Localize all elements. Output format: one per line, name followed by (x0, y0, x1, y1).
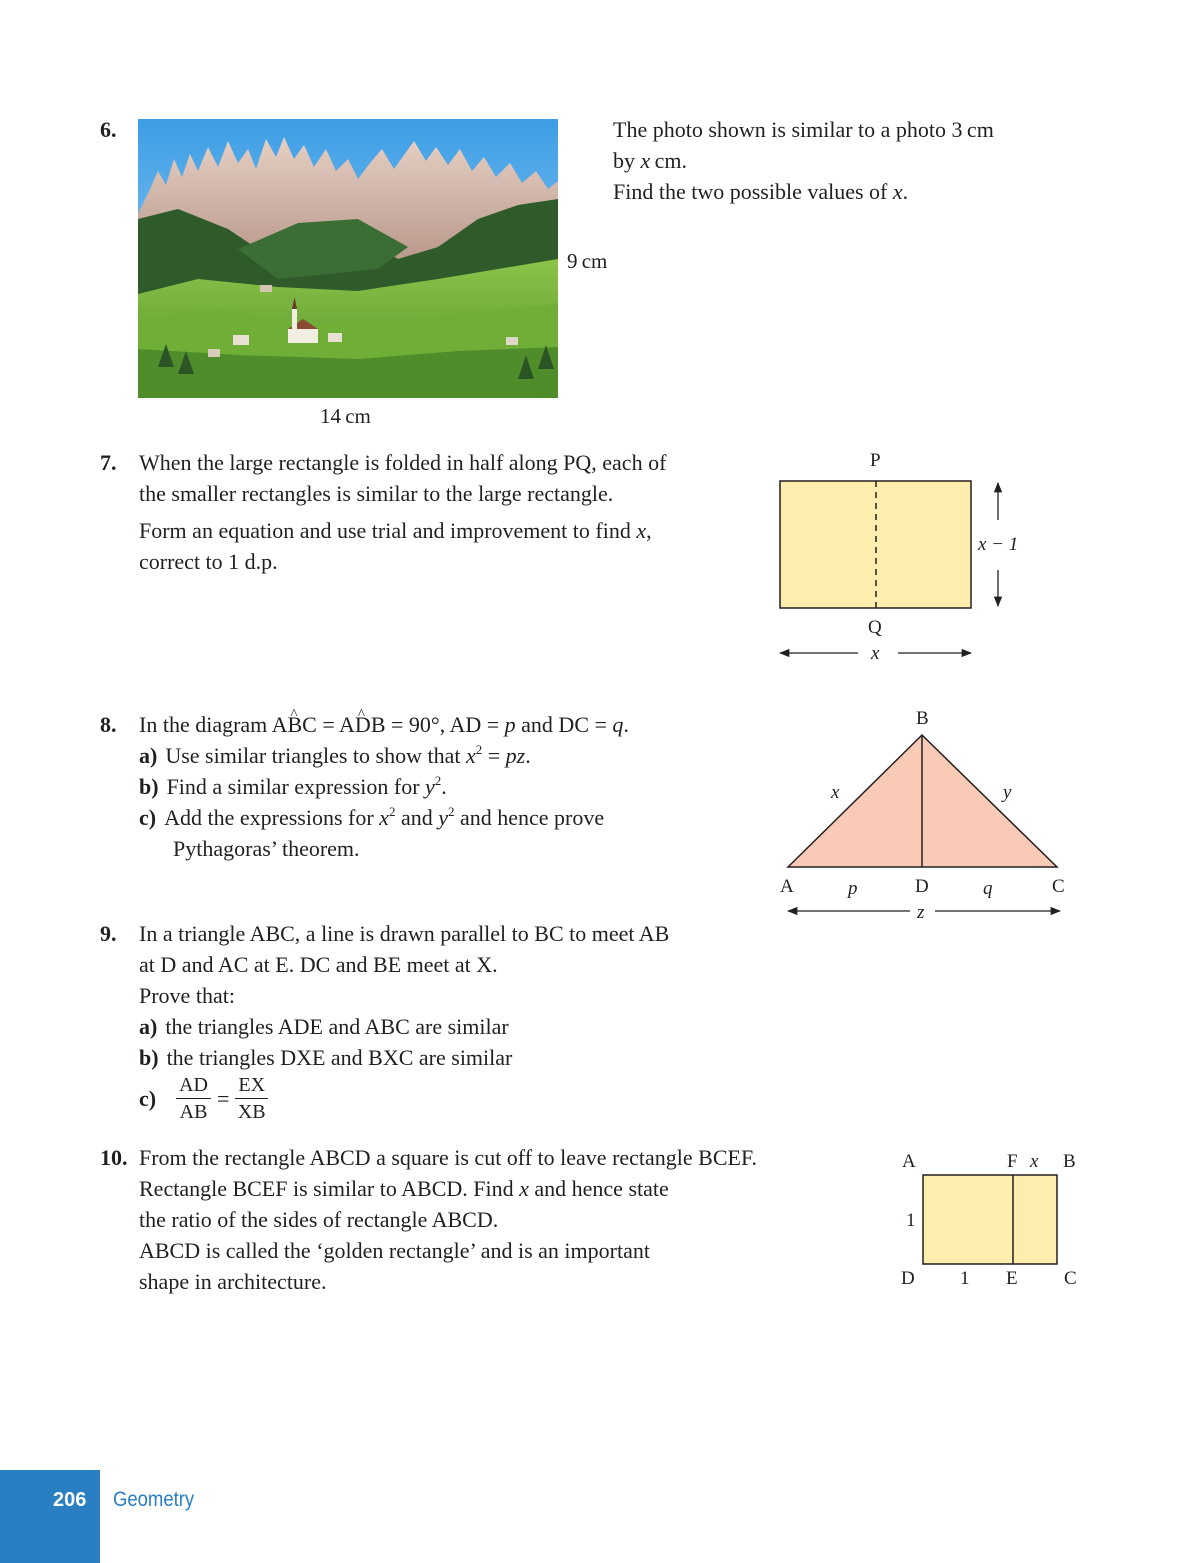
q9-part-c: c) $\frac{AD}{AB}$ = $\frac{EX}{XB}$ (139, 1072, 268, 1125)
label-b: B (1063, 1151, 1076, 1172)
label-q: Q (868, 617, 882, 638)
q6-line-3: Find the two possible values of x. (613, 179, 909, 204)
photo-height-label: 9 cm (567, 249, 608, 273)
folded-rectangle-diagram (770, 440, 1040, 670)
q6-line-1: The photo shown is similar to a photo 3 cm (613, 117, 994, 142)
question-7-number: 7. (100, 450, 117, 475)
question-6-number: 6. (100, 117, 117, 142)
section-title: Geometry (113, 1488, 195, 1511)
label-z: z (917, 902, 925, 923)
q9-line-1: In a triangle ABC, a line is drawn parallel to BC to meet AB (139, 921, 670, 946)
footer-band (0, 1470, 100, 1563)
large-rectangle (780, 481, 971, 608)
q7-line-4: correct to 1 d.p. (139, 549, 278, 574)
q10-line-1: From the rectangle ABCD a square is cut off to leave rectangle BCEF. (139, 1145, 757, 1170)
question-9-text (139, 918, 669, 1073)
label-d: D (915, 876, 929, 897)
label-e: E (1006, 1268, 1018, 1289)
label-x: x (1030, 1151, 1039, 1172)
label-a: A (902, 1151, 916, 1172)
q7-line-3: Form an equation and use trial and improvement to find x, (139, 518, 652, 543)
question-9-number: 9. (100, 921, 117, 946)
label-d: D (901, 1268, 915, 1289)
question-6-text (613, 114, 994, 207)
q9-line-3: Prove that: (139, 983, 235, 1008)
label-a: A (780, 876, 794, 897)
page-number: 206 (53, 1489, 87, 1511)
right-triangle-diagram (770, 700, 1080, 930)
label-side-1: 1 (906, 1210, 916, 1231)
rectangle-abcd (923, 1175, 1057, 1264)
q8-part-c: c) Add the expressions for $x^2$ and $y^2$ and hence prove (139, 804, 605, 830)
mountain-photo (138, 119, 558, 398)
label-x-minus-1: x − 1 (978, 534, 1019, 555)
q10-line-4: ABCD is called the ‘golden rectangle’ and is an important (139, 1238, 650, 1263)
label-q: q (983, 878, 993, 899)
question-8-number: 8. (100, 712, 117, 737)
fraction-ex-xb: $\frac{EX}{XB}$ (235, 1072, 268, 1125)
q8-intro: In the diagram A^ BC = A^ DB = 90°, AD = p and DC = q. (139, 709, 629, 740)
q9-part-a: a) the triangles ADE and ABC are similar (139, 1014, 509, 1039)
label-p: p (848, 878, 858, 899)
label-p: P (870, 450, 881, 471)
label-c: C (1064, 1268, 1077, 1289)
q6-line-2: by x cm. (613, 148, 688, 173)
question-7-text (139, 447, 666, 577)
label-c: C (1052, 876, 1065, 897)
q9-line-2: at D and AC at E. DC and BE meet at X. (139, 952, 498, 977)
q8-part-b: b) Find a similar expression for $y^2$. (139, 773, 447, 799)
q7-line-2: the smaller rectangles is similar to the large rectangle. (139, 481, 614, 506)
label-b: B (916, 708, 929, 729)
label-side-y: y (1003, 782, 1012, 803)
q10-line-3: the ratio of the sides of rectangle ABCD. (139, 1207, 499, 1232)
golden-rectangle-diagram (890, 1145, 1090, 1295)
fraction-ad-ab: $\frac{AD}{AB}$ (176, 1072, 211, 1125)
q10-line-5: shape in architecture. (139, 1269, 327, 1294)
q10-line-2: Rectangle BCEF is similar to ABCD. Find x and hence state (139, 1176, 669, 1201)
mountain-photo-image (138, 119, 558, 398)
q8-part-c-line-2: Pythagoras’ theorem. (173, 836, 360, 861)
q9-part-b: b) the triangles DXE and BXC are similar (139, 1045, 513, 1070)
question-8-text (139, 709, 629, 864)
q7-line-1: When the large rectangle is folded in half along PQ, each of (139, 450, 667, 475)
q8-part-a: a) Use similar triangles to show that $x^2$ = pz. (139, 742, 531, 768)
label-x: x (871, 643, 880, 664)
question-10-text (139, 1142, 757, 1297)
photo-width-label: 14 cm (320, 404, 371, 428)
label-side-x: x (831, 782, 840, 803)
question-10-number: 10. (100, 1145, 128, 1170)
label-f: F (1007, 1151, 1018, 1172)
label-bottom-1: 1 (960, 1268, 970, 1289)
